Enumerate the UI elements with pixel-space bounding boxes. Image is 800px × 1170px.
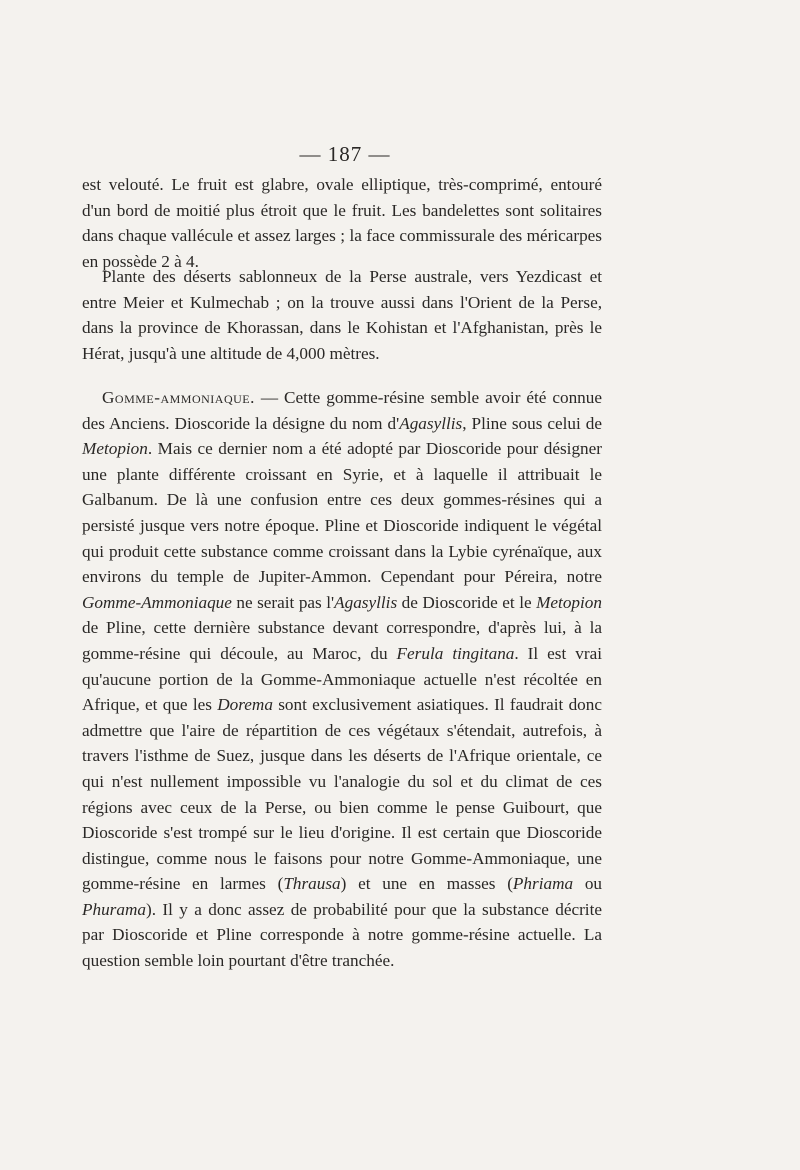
text-run: sont exclusivement asiatiques. Il faudrait donc admettre que l'aire de répartition de ces végétaux s'étendait, autrefois, à travers l'isthme de Suez, jusque dans les déserts de l'Afrique orientale, ce qui n'est nullement impossible vu l'analogie du sol et du climat de ces régions avec ceux de la Perse, ou bien comme le pense Guibourt, que Dioscoride s'est trompé sur le lieu d'origine. Il est certain que Dioscoride distingue, comme nous le faisons pour notre Gomme-Ammoniaque, une gomme-résine en larmes ( [82,695,602,894]
italic-term: Phurama [82,899,146,919]
paragraph-text: est velouté. Le fruit est glabre, ovale elliptique, très-comprimé, entouré d'un bord de moitié plus étroit que le fruit. Les bandelettes sont solitaires dans chaque vallécule et assez larges ; la face commissurale des méricarpes en possède 2 à 4. [82,175,602,271]
text-run: ) et une en masses ( [340,874,513,894]
paragraph-habitat [82,264,602,366]
italic-term: Metopion [536,592,602,612]
section-heading: Gomme-ammoniaque. [102,388,255,407]
text-run: . Mais ce dernier nom a été adopté par Dioscoride pour désigner une plante différente croissant en Syrie, et à laquelle il attribuait le Galbanum. De là une confusion entre ces deux gommes-résines qui a persisté jusque vers notre époque. Pline et Dioscoride indiquent le végétal qui produit cette substance comme croissant dans la Lybie cyrénaïque, aux environs du temple de Jupiter-Ammon. Cependant pour Péreira, notre [82,439,602,587]
page-number: — 187 — [299,142,391,166]
text-run: , Pline sous celui de [462,413,602,433]
italic-term: Agasyllis [334,592,398,612]
italic-term: Thrausa [283,874,341,894]
paragraph-text [82,385,602,974]
italic-term: Metopion [82,439,148,459]
italic-term: Agasyllis [399,413,463,433]
italic-term: Phriama [512,874,574,894]
text-run: . Il est vrai qu'aucune portion de la Gomme-Ammoniaque actuelle n'est récoltée en Afrique, et que les [82,643,602,715]
italic-term: Dorema [217,695,273,715]
paragraph-text: Plante des déserts sablonneux de la Perse australe, vers Yezdicast et entre Meier et Kulmechab ; on la trouve aussi dans l'Orient de la Perse, dans la province de Khorassan, dans le Kohistan et l'Afghanistan, près le Hérat, jusqu'à une altitude de 4,000 mètres. [82,267,602,363]
text-run: — Cette gomme-résine semble avoir été connue des Anciens. Dioscoride la désigne du nom d' [82,388,602,433]
text-run: de Dioscoride et le [397,592,537,612]
paragraph-fruit-description [82,172,602,274]
italic-term: Ferula tingitana [396,643,515,663]
text-run: ne serait pas l' [231,592,335,612]
text-run: ou [573,874,603,894]
paragraph-gomme-ammoniaque [82,385,602,974]
text-run: de Pline, cette dernière substance devant correspondre, d'après lui, à la gomme-résine qui découle, au Maroc, du [82,618,602,663]
italic-term: Gomme-Ammoniaque [82,592,232,612]
text-run: ). Il y a donc assez de probabilité pour que la substance décrite par Dioscoride et Pline corresponde à notre gomme-résine actuelle. La question semble loin pourtant d'être tranchée. [82,899,602,971]
